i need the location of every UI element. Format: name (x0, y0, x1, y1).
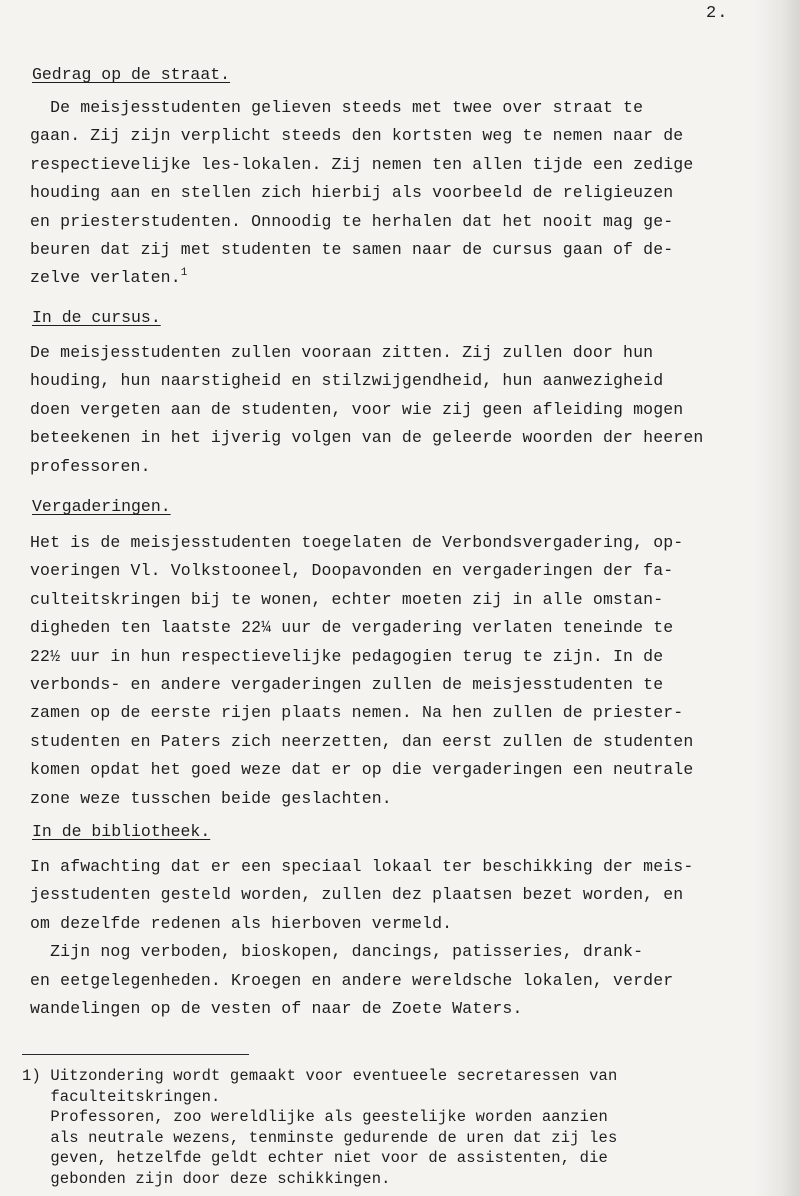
text-line: De meisjesstudenten zullen vooraan zitten. Zij zullen door hun (30, 343, 654, 362)
text-line: De meisjesstudenten gelieven steeds met twee over straat te (30, 98, 644, 117)
footnote-line: geven, hetzelfde geldt echter niet voor de assistenten, die (22, 1149, 608, 1167)
paragraph-gedrag-op-de-straat (30, 94, 800, 293)
heading-in-de-cursus: In de cursus. (32, 308, 161, 327)
text-line: studenten en Paters zich neerzetten, dan eerst zullen de studenten (30, 731, 694, 751)
text-line: voeringen Vl. Volkstooneel, Doopavonden en vergaderingen der fa- (30, 561, 674, 581)
text-line: culteitskringen bij te wonen, echter moeten zij in alle omstan- (30, 589, 664, 609)
text-line: gaan. Zij zijn verplicht steeds den kortsten weg te nemen naar de (30, 126, 684, 146)
footnote (22, 1066, 792, 1189)
heading-in-de-bibliotheek: In de bibliotheek. (32, 822, 211, 841)
footnote-line: gebonden zijn door deze schikkingen. (22, 1169, 391, 1188)
text-line: komen opdat het goed weze dat er op die vergaderingen een neutrale (30, 760, 694, 780)
text-line: beteekenen in het ijverig volgen van de geleerde woorden der heeren (30, 428, 704, 448)
text-line: Het is de meisjesstudenten toegelaten de Verbondsvergadering, op- (30, 533, 684, 552)
paragraph-vergaderingen (30, 529, 800, 813)
page-number: 2. (706, 4, 729, 23)
text-line: om dezelfde redenen als hierboven vermeld. (30, 913, 453, 933)
text-line: In afwachting dat er een speciaal lokaal ter beschikking der meis- (30, 857, 694, 876)
text-line: houding aan en stellen zich hierbij als voorbeeld de religieuzen (30, 183, 674, 203)
text-line: verbonds- en andere vergaderingen zullen de meisjesstudenten te (30, 674, 664, 694)
text-line: zamen op de eerste rijen plaats nemen. Na hen zullen de priester- (30, 703, 684, 723)
text-line: Zijn nog verboden, bioskopen, dancings, patisseries, drank- (30, 942, 644, 962)
text-line: digheden ten laatste 22¼ uur de vergadering verlaten teneinde te (30, 618, 674, 638)
footnote-divider (22, 1054, 249, 1055)
text-line: en eetgelegenheden. Kroegen en andere wereldsche lokalen, verder (30, 970, 674, 990)
footnote-line: Professoren, zoo wereldlijke als geestelijke worden aanzien (22, 1108, 608, 1126)
text-line: 22½ uur in hun respectievelijke pedagogien terug te zijn. In de (30, 646, 664, 666)
text-line: houding, hun naarstigheid en stilzwijgendheid, hun aanwezigheid (30, 371, 664, 391)
text-line: wandelingen op de vesten of naar de Zoete Waters. (30, 998, 523, 1018)
text-line-content: zelve verlaten. (30, 268, 181, 288)
text-line: en priesterstudenten. Onnoodig te herhalen dat het nooit mag ge- (30, 211, 674, 231)
text-line (30, 264, 800, 292)
heading-gedrag-op-de-straat: Gedrag op de straat. (32, 65, 231, 84)
text-line: zone weze tusschen beide geslachten. (30, 788, 392, 808)
text-line: doen vergeten aan de studenten, voor wie zij geen afleiding mogen (30, 399, 684, 419)
footnote-line: faculteitskringen. (22, 1087, 221, 1106)
paragraph-in-de-cursus (30, 339, 800, 481)
text-line: respectievelijke les-lokalen. Zij nemen ten allen tijde een zedige (30, 154, 694, 174)
text-line: jesstudenten gesteld worden, zullen dez plaatsen bezet worden, en (30, 885, 684, 905)
text-line: beuren dat zij met studenten te samen naar de cursus gaan of de- (30, 239, 674, 259)
footnote-reference: 1 (180, 267, 188, 280)
paragraph-in-de-bibliotheek (30, 853, 800, 1023)
footnote-line: als neutrale wezens, tenminste gedurende de uren dat zij les (22, 1128, 618, 1147)
heading-vergaderingen: Vergaderingen. (32, 497, 171, 516)
text-line: professoren. (30, 456, 151, 476)
footnote-line: 1) Uitzondering wordt gemaakt voor eventueele secretaressen van (22, 1067, 618, 1085)
